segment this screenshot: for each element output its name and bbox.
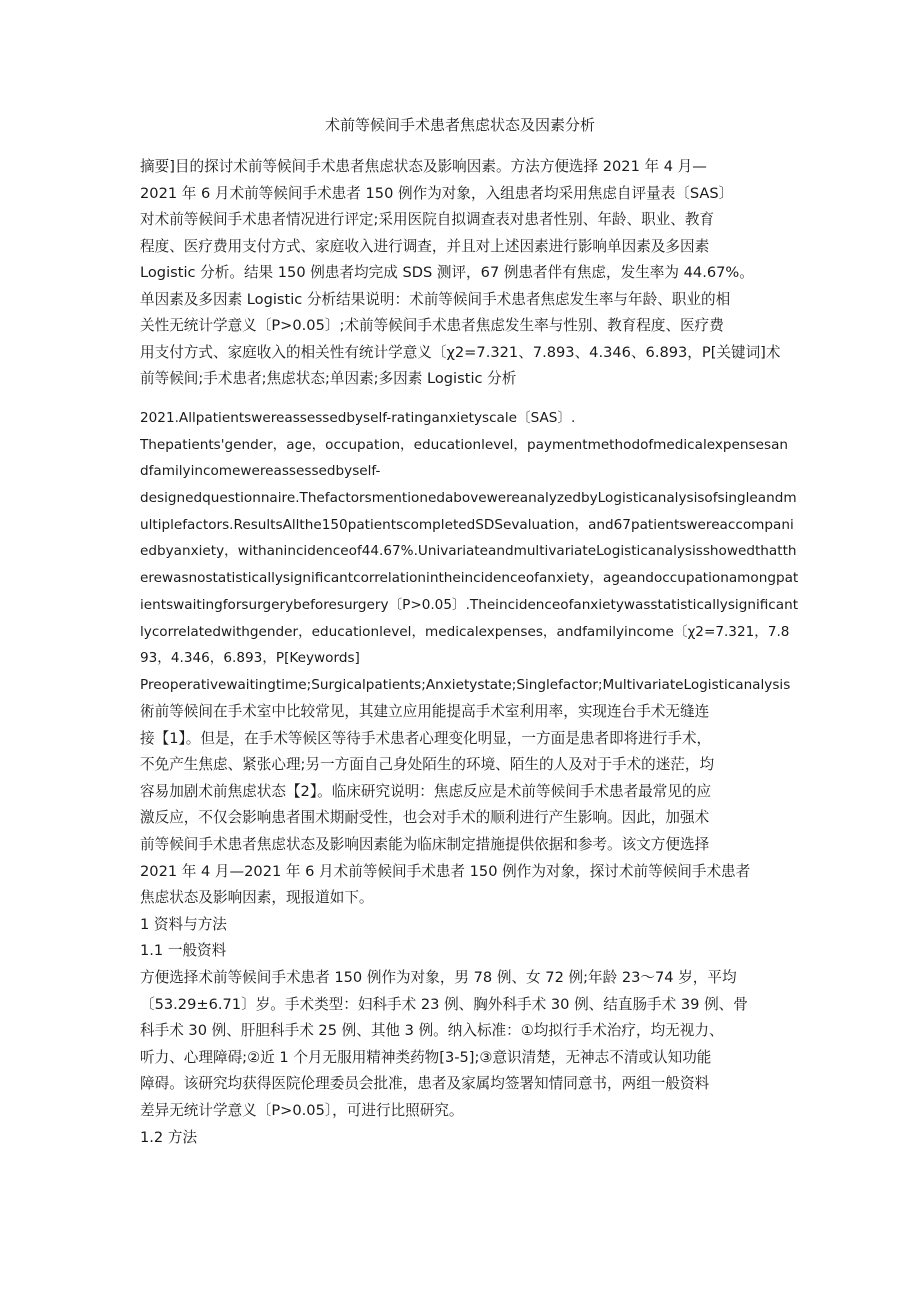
english-line: ultiplefactors.ResultsAllthe150patientscompletedSDSevaluation，and67patientswereaccompani (140, 516, 794, 533)
intro-line: 前等候间手术患者焦虑状态及影响因素能为临床制定措施提供依据和参考。该文方便选择 (140, 835, 710, 853)
general-line: 障碍。该研究均获得医院伦理委员会批准，患者及家属均签署知情同意书，两组一般资料 (140, 1075, 710, 1093)
intro-line: 2021 年 4 月—2021 年 6 月术前等候间手术患者 150 例作为对象，探讨术前等候间手术患者 (140, 862, 751, 880)
intro-line: 不免产生焦虑、紧张心理;另一方面自己身处陌生的环境、陌生的人及对于手术的迷茫，均 (140, 756, 715, 774)
general-line: 差异无统计学意义〔P>0.05〕，可进行比照研究。 (140, 1101, 464, 1119)
subsection-heading: 1.2 方法 (140, 1128, 198, 1146)
general-line: 科手术 30 例、肝胆科手术 25 例、其他 3 例。纳入标准：①均拟行手术治疗，均无视力、 (140, 1022, 724, 1040)
intro-line: 激反应，不仅会影响患者围术期耐受性，也会对手术的顺利进行产生影响。因此，加强术 (140, 809, 710, 827)
abstract-line: 用支付方式、家庭收入的相关性有统计学意义〔χ2=7.321、7.893、4.346、6.893，P[关键词]术 (140, 343, 781, 361)
abstract-line: 单因素及多因素 Logistic 分析结果说明：术前等候间手术患者焦虑发生率与年龄、职业的相 (140, 290, 731, 308)
english-abstract-block (140, 405, 820, 699)
general-line: 〔53.29±6.71〕岁。手术类型：妇科手术 23 例、胸外科手术 30 例、结直肠手术 39 例、骨 (140, 995, 748, 1013)
english-line: lycorrelatedwithgender，educationlevel，medicalexpenses，andfamilyincome〔χ2=7.321，7.8 (140, 623, 790, 640)
section-heading: 1 资料与方法 (140, 915, 227, 933)
intro-line: 接【1】。但是，在手术等候区等待手术患者心理变化明显，一方面是患者即将进行手术， (140, 729, 712, 747)
abstract-line: 2021 年 6 月术前等候间手术患者 150 例作为对象，入组患者均采用焦虑自评量表〔SAS〕 (140, 184, 734, 202)
abstract-line: 前等候间;手术患者;焦虑状态;单因素;多因素 Logistic 分析 (140, 370, 517, 387)
abstract-line: Logistic 分析。结果 150 例患者均完成 SDS 测评，67 例患者伴有焦虑，发生率为 44.67%。 (140, 264, 754, 281)
english-line: 2021.Allpatientswereassessedbyself-ratinganxietyscale〔SAS〕. (140, 410, 576, 426)
english-line: Thepatients'gender，age，occupation，educationlevel，paymentmethodofmedicalexpensesan (140, 436, 789, 453)
english-line: erewasnostatisticallysignificantcorrelationintheincidenceofanxiety，ageandoccupationamongpat (140, 570, 799, 587)
english-line: designedquestionnaire.ThefactorsmentionedabovewereanalyzedbyLogisticanalysisofsingleandm (140, 490, 797, 507)
subsection-heading: 1.1 一般资料 (140, 942, 227, 960)
english-line: 93，4.346，6.893，P[Keywords] (140, 650, 360, 667)
abstract-line: 关性无统计学意义〔P>0.05〕;术前等候间手术患者焦虑发生率与性别、教育程度、医疗费 (140, 317, 724, 334)
body-block (140, 699, 820, 1151)
abstract-line: 程度、医疗费用支付方式、家庭收入进行调查，并且对上述因素进行影响单因素及多因素 (140, 237, 710, 255)
english-line: dfamilyincomewereassessedbyself- (140, 463, 381, 480)
abstract-block (140, 154, 820, 393)
general-line: 听力、心理障碍;②近 1 个月无服用精神类药物[3-5];③意识清楚，无神志不清或认知功能 (140, 1048, 712, 1066)
abstract-line: 摘要]目的探讨术前等候间手术患者焦虑状态及影响因素。方法方便选择 2021 年 4 月— (140, 158, 707, 175)
intro-line: 焦虑状态及影响因素，现报道如下。 (140, 889, 374, 907)
intro-line: 容易加剧术前焦虑状态【2】。临床研究说明：焦虑反应是术前等候间手术患者最常见的应 (140, 782, 712, 800)
general-line: 方便选择术前等候间手术患者 150 例作为对象，男 78 例、女 72 例;年龄 23～74 岁，平均 (140, 968, 737, 986)
english-line: edbyanxiety，withanincidenceof44.67%.UnivariateandmultivariateLogisticanalysisshowedthatth (140, 543, 797, 560)
english-line: Preoperativewaitingtime;Surgicalpatients;Anxietystate;Singlefactor;MultivariateLogisticanalysis (140, 676, 791, 693)
abstract-line: 对术前等候间手术患者情况进行评定;采用医院自拟调查表对患者性别、年龄、职业、教育 (140, 211, 715, 228)
intro-line: 術前等候间在手术室中比较常见，其建立应用能提高手术室利用率，实现连台手术无缝连 (140, 703, 710, 720)
english-line: ientswaitingforsurgerybeforesurgery〔P>0.05〕.Theincidenceofanxietywasstatisticallysignificant (140, 596, 799, 613)
paper-title: 术前等候间手术患者焦虑状态及因素分析 (324, 116, 595, 134)
